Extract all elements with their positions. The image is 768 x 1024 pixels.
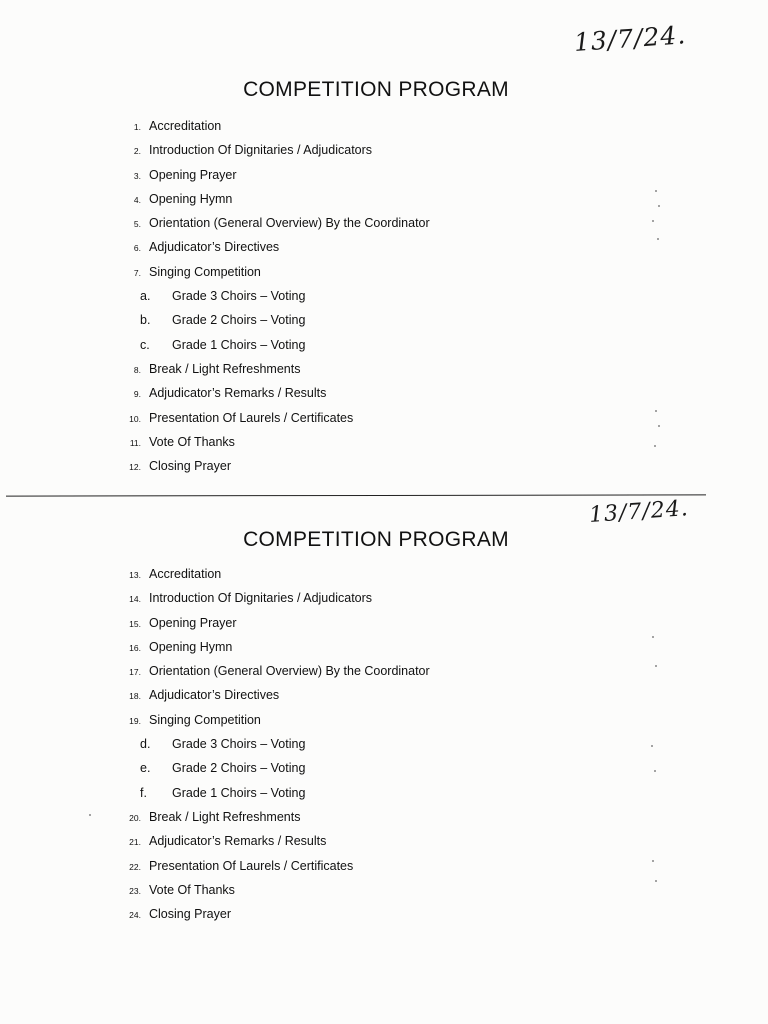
item-number: 1. (133, 122, 141, 132)
item-number: 7. (133, 267, 141, 278)
scan-speck (652, 860, 654, 862)
item-text: Break / Light Refreshments (149, 361, 301, 376)
item-number: 14. (129, 594, 141, 605)
item-number: 24. (129, 910, 141, 921)
item-number: 10. (129, 413, 141, 424)
item-text: Opening Hymn (149, 191, 233, 206)
item-number: 11. (129, 437, 141, 448)
item-number: 22. (129, 861, 141, 872)
item-number: 3. (133, 170, 141, 181)
item-text: Singing Competition (149, 712, 261, 727)
item-number: 2. (133, 146, 141, 157)
subitem-letter: a. (140, 289, 151, 304)
item-text: Accreditation (149, 119, 222, 133)
item-number: 13. (129, 570, 141, 580)
subitem-letter: e. (140, 761, 151, 776)
item-number: 12. (129, 462, 141, 473)
item-number: 17. (129, 667, 141, 678)
item-number: 16. (129, 642, 141, 653)
item-text: Adjudicator’s Remarks / Results (149, 386, 327, 401)
scan-speck (654, 770, 656, 772)
item-text: Adjudicator’s Remarks / Results (149, 834, 327, 849)
item-text: Orientation (General Overview) By the Coordinator (149, 664, 430, 679)
page-title: COMPETITION PROGRAM (243, 78, 509, 101)
item-text: Opening Hymn (149, 639, 233, 654)
item-text: Grade 2 Choirs – Voting (172, 313, 306, 328)
item-number: 4. (133, 194, 141, 205)
program-sheet-top (0, 0, 768, 495)
item-number: 18. (129, 691, 141, 702)
item-text: Presentation Of Laurels / Certificates (149, 858, 354, 873)
item-text: Introduction Of Dignitaries / Adjudicators (149, 143, 373, 158)
scan-speck (655, 665, 657, 667)
subitem-letter: f. (140, 785, 147, 800)
item-text: Vote Of Thanks (149, 882, 235, 897)
item-number: 19. (129, 715, 141, 726)
program-sheet-bottom (0, 496, 768, 1024)
item-text: Singing Competition (149, 264, 261, 279)
item-text: Orientation (General Overview) By the Coordinator (149, 216, 430, 231)
item-text: Grade 2 Choirs – Voting (172, 761, 306, 776)
scan-speck (658, 425, 660, 427)
scan-speck (655, 880, 657, 882)
item-text: Opening Prayer (149, 167, 237, 182)
scan-speck (654, 445, 656, 447)
scan-speck (89, 814, 91, 816)
item-number: 9. (133, 389, 141, 400)
item-text: Break / Light Refreshments (149, 809, 301, 824)
page-divider-line (6, 494, 706, 496)
item-number: 8. (133, 364, 141, 375)
scan-speck (651, 745, 653, 747)
item-text: Grade 1 Choirs – Voting (172, 785, 306, 800)
item-text: Adjudicator’s Directives (149, 688, 280, 703)
item-number: 23. (129, 885, 141, 896)
item-number: 6. (133, 243, 141, 254)
scan-speck (652, 220, 654, 222)
item-number: 21. (129, 837, 141, 848)
item-text: Introduction Of Dignitaries / Adjudicators (149, 591, 373, 606)
item-text: Closing Prayer (149, 907, 231, 922)
item-text: Vote Of Thanks (149, 434, 235, 449)
scan-speck (658, 205, 660, 207)
scan-speck (655, 190, 657, 192)
item-text: Adjudicator’s Directives (149, 240, 280, 255)
item-text: Closing Prayer (149, 459, 231, 474)
scan-speck (657, 238, 659, 240)
item-text: Grade 1 Choirs – Voting (172, 337, 306, 352)
item-number: 15. (129, 618, 141, 629)
handwritten-date: 13/7/24. (572, 20, 688, 57)
item-number: 20. (129, 812, 141, 823)
subitem-letter: b. (140, 313, 151, 328)
item-text: Grade 3 Choirs – Voting (172, 289, 306, 304)
page-title: COMPETITION PROGRAM (243, 528, 509, 551)
item-text: Accreditation (149, 567, 222, 581)
scan-speck (652, 636, 654, 638)
subitem-letter: c. (140, 337, 150, 352)
item-text: Presentation Of Laurels / Certificates (149, 410, 354, 425)
item-text: Opening Prayer (149, 615, 237, 630)
handwritten-date: 13/7/24. (588, 496, 690, 528)
scan-speck (655, 410, 657, 412)
item-text: Grade 3 Choirs – Voting (172, 737, 306, 752)
subitem-letter: d. (140, 737, 151, 752)
item-number: 5. (133, 219, 141, 230)
